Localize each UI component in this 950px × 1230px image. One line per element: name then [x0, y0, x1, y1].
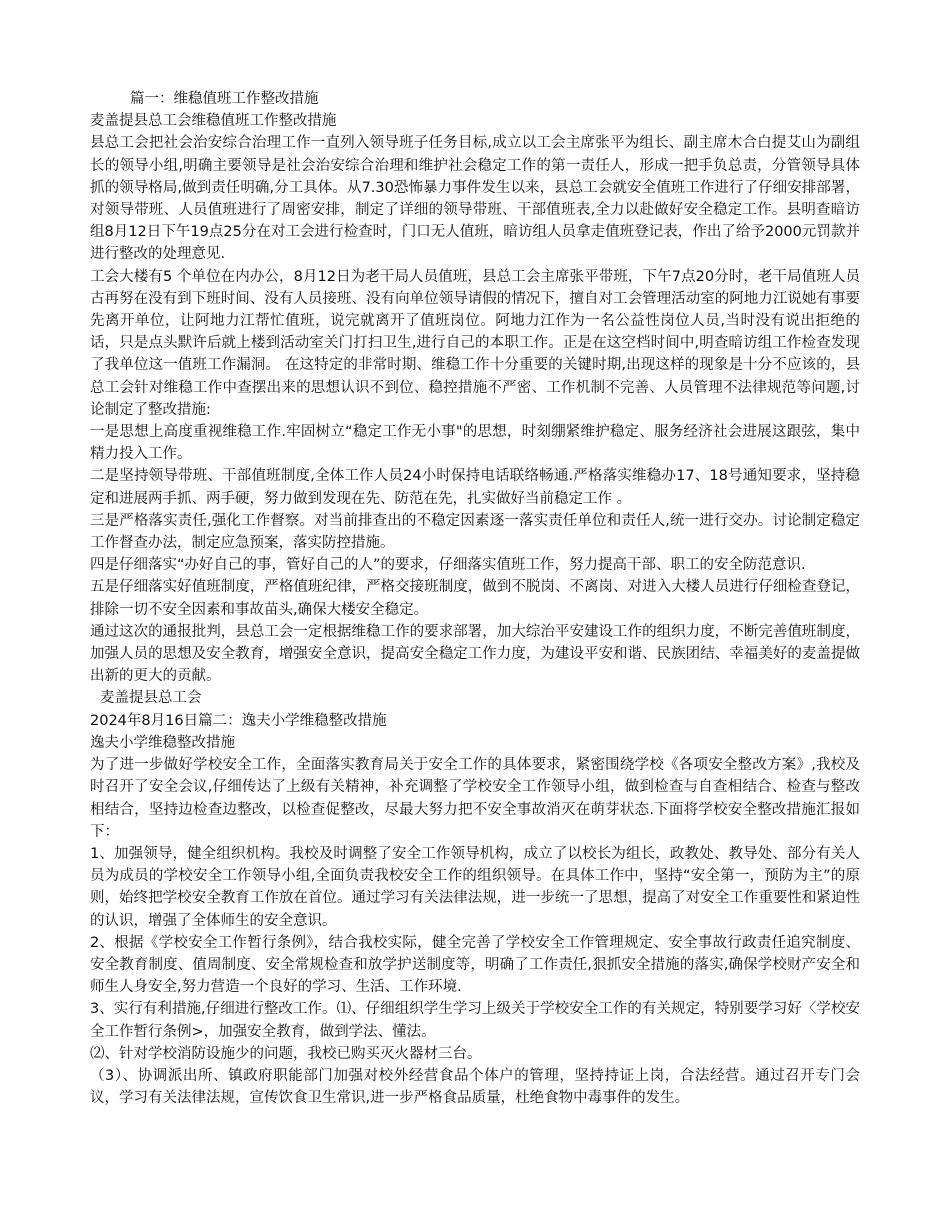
section2-item-2: 2、根据《学校安全工作暂行条例》，结合我校实际，健全完善了学校安全工作管理规定、安全事故行政责任追究制度、安全教育制度、值周制度、安全常规检查和放学护送制度等，明确了工作责任,狠抓安全措施的落实,确保学校财产安全和师生人身安全,努力营造一个良好的学习、生活、工作环境.	[90, 934, 860, 996]
section2-title: 逸夫小学维稳整改措施	[90, 734, 235, 751]
section1-measure-5: 五是仔细落实好值班制度，严格值班纪律，严格交接班制度，做到不脱岗、不离岗、对进入大楼人员进行仔细检查登记，排除一切不安全因素和事故苗头,确保大楼安全稳定。	[90, 579, 860, 618]
section1-heading: 篇一：维稳值班工作整改措施	[130, 91, 319, 107]
section2-paragraph-1: 为了进一步做好学校安全工作，全面落实教育局关于安全工作的具体要求，紧密围绕学校《各项安全整改方案》,我校及时召开了安全会议,仔细传达了上级有关精神，补充调整了学校安全工作领导小组，做到检查与自查相结合、检查与整改相结合，坚持边检查边整改，以检查促整改，尽最大努力把不安全事故消灭在萌芽状态.下面将学校安全整改措施汇报如下：	[90, 757, 860, 840]
section1-signature: 麦盖提县总工会	[100, 690, 202, 707]
document-page	[90, 88, 860, 1109]
section2-item-1: 1、加强领导，健全组织机构。我校及时调整了安全工作领导机构，成立了以校长为组长，政教处、教导处、部分有关人员为成员的学校安全工作领导小组,全面负责我校安全工作的组织领导。在具体工作中，坚持“安全第一，预防为主”的原则，始终把学校安全教育工作放在首位。通过学习有关法律法规，进一步统一了思想，提高了对安全工作重要性和紧迫性的认识，增强了全体师生的安全意识。	[90, 845, 860, 929]
section1-paragraph-1: 县总工会把社会治安综合治理工作一直列入领导班子任务目标,成立以工会主席张平为组长、副主席木合白提艾山为副组长的领导小组,明确主要领导是社会治安综合治理和维护社会稳定工作的第一责任人，形成一把手负总责，分管领导具体抓的领导格局,做到责任明确,分工具体。从7.30恐怖暴力事件发生以来，县总工会就安全值班工作进行了仔细安排部署，对领导带班、人员值班进行了周密安排，制定了详细的领导带班、干部值班表,全力以赴做好安全稳定工作。县明查暗访组8月12日下午19点25分在对工会进行检查时，门口无人值班，暗访组人员拿走值班登记表，作出了给予2000元罚款并进行整改的处理意见.	[90, 135, 860, 263]
section2-item-3-2: ⑵、针对学校消防设施少的问题，我校已购买灭火器材三台。	[90, 1045, 482, 1062]
section2-item-3-3: （3）、协调派出所、镇政府职能部门加强对校外经营食品个体户的管理，坚持持证上岗，合法经营。通过召开专门会议，学习有关法律法规，宣传饮食卫生常识,进一步严格食品质量，杜绝食物中毒事件的发生。	[90, 1067, 860, 1107]
section1-measure-3: 三是严格落实责任,强化工作督察。对当前排查出的不稳定因素逐一落实责任单位和责任人,统一进行交办。讨论制定稳定工作督查办法，制定应急预案，落实防控措施。	[90, 512, 860, 552]
section1-measure-1: 一是思想上高度重视维稳工作.牢固树立“稳定工作无小事"的思想，时刻绷紧维护稳定、服务经济社会进展这跟弦，集中精力投入工作。	[90, 424, 860, 463]
section1-title: 麦盖提县总工会维稳值班工作整改措施	[90, 113, 337, 130]
section1-paragraph-2: 工会大楼有5 个单位在内办公，8月12日为老干局人员值班，县总工会主席张平带班，下午7点20分时，老干局值班人员古再努在没有到下班时间、没有人员接班、没有向单位领导请假的情况下，擅自对工会管理活动室的阿地力江说她有事要先离开单位，让阿地力江帮忙值班，说完就离开了值班岗位。阿地力江作为一名公益性岗位人员,当时没有说出拒绝的话，只是点头默许后就上楼到活动室关门打扫卫生,进行自己的本职工作。正是在这空档时间中,明查暗访组工作检查发现了我单位这一值班工作漏洞。 在这特定的非常时期、维稳工作十分重要的关键时期,出现这样的现象是十分不应该的，县总工会针对维稳工作中查摆出来的思想认识不到位、稳控措施不严密、工作机制不完善、人员管理不法律规范等问题,讨论制定了整改措施:	[90, 268, 860, 418]
section1-date-section2-heading: 2024年8月16日篇二：逸夫小学维稳整改措施	[90, 712, 387, 729]
section1-measure-4: 四是仔细落实“办好自己的事，管好自己的人”的要求，仔细落实值班工作，努力提高干部、职工的安全防范意识.	[90, 557, 806, 574]
section1-measure-2: 二是坚持领导带班、干部值班制度,全体工作人员24小时保持电话联络畅通.严格落实维稳办17、18号通知要求，坚持稳定和进展两手抓、两手硬，努力做到发现在先、防范在先，扎实做好当前稳定工作 。	[90, 468, 860, 507]
section1-closing: 通过这次的通报批判，县总工会一定根据维稳工作的要求部署，加大综治平安建设工作的组织力度，不断完善值班制度，加强人员的思想及安全教育，增强安全意识，提高安全稳定工作力度，为建设平安和谐、民族团结、幸福美好的麦盖提做出新的更大的贡献。	[90, 623, 860, 685]
section2-item-3: 3、实行有利措施,仔细进行整改工作。⑴、仔细组织学生学习上级关于学校安全工作的有关规定，特别要学习好〈学校安全工作暂行条例>，加强安全教育，做到学法、懂法。	[90, 1001, 860, 1040]
